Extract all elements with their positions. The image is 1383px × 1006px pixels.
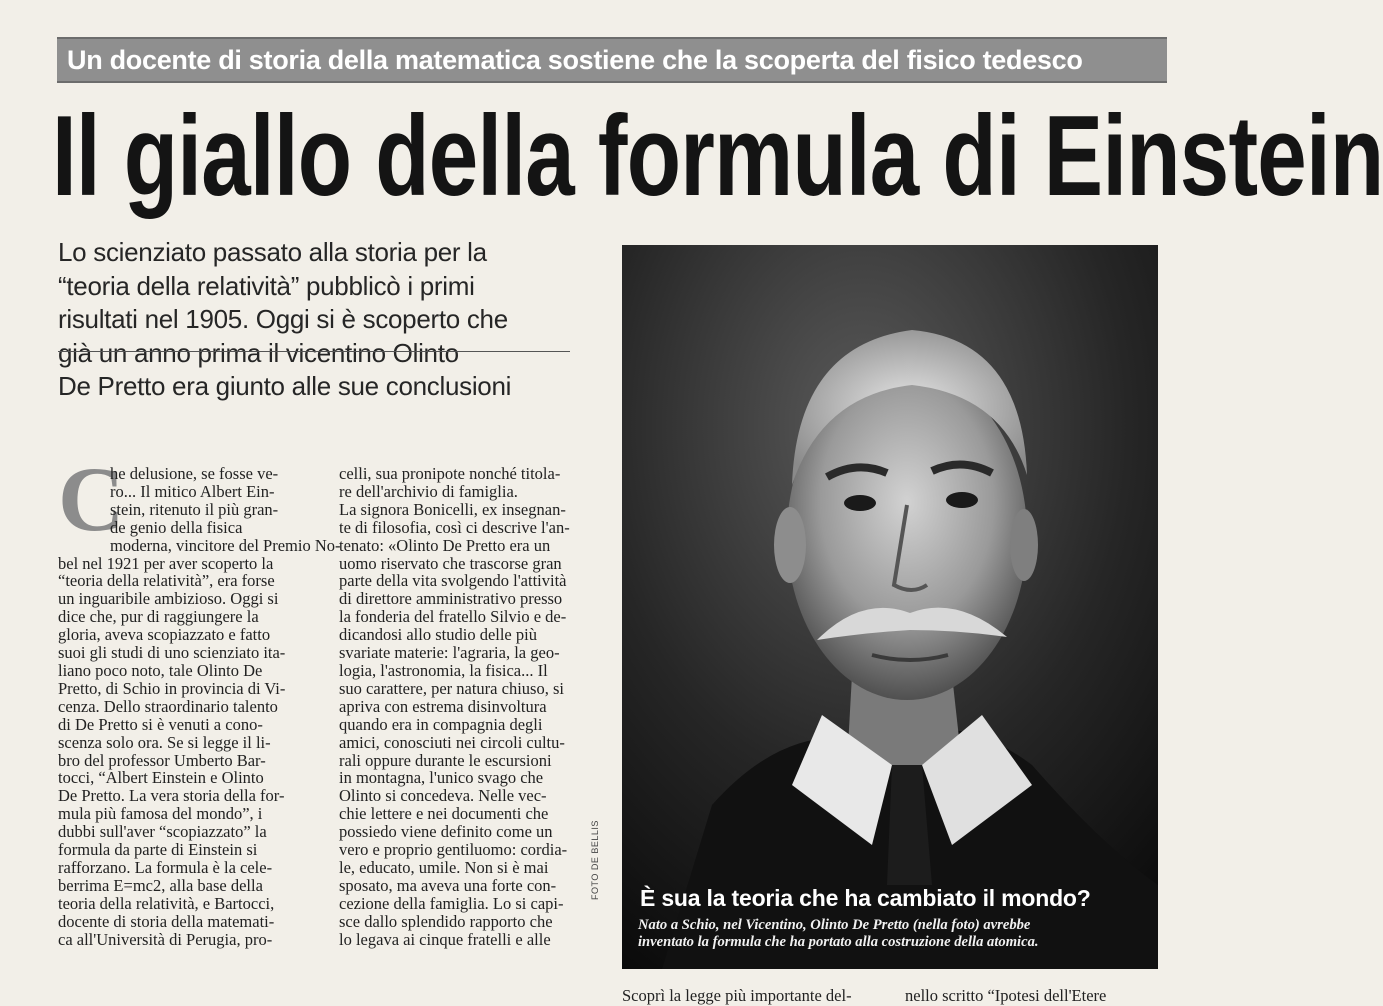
kicker-banner: Un docente di storia della matematica sostiene che la scoperta del fisico tedesco (57, 37, 1167, 83)
caption-line: inventato la formula che ha portato alla costruzione della atomica. (638, 934, 1039, 950)
body-text-line: gloria, aveva scopiazzato e fatto (58, 625, 271, 645)
body-text-line: amici, conosciuti nei circoli cultu- (339, 732, 565, 752)
body-text-line: bel nel 1921 per aver scoperto la (58, 553, 274, 573)
body-text-line: liano poco noto, tale Olinto De (58, 660, 263, 680)
body-text-line: di direttore amministrativo presso (339, 589, 563, 609)
body-text-line: dicandosi allo studio delle più (339, 625, 537, 645)
body-text-line: stein, ritenuto il più gran- (110, 499, 279, 519)
body-text-line: apriva con estrema disinvoltura (339, 696, 547, 716)
body-text-line: in montagna, l'unico svago che (339, 768, 544, 788)
body-text-line: cezione della famiglia. Lo si capi- (339, 893, 564, 913)
body-text-line: mula più famosa del mondo”, i (58, 804, 263, 824)
body-text-line: Pretto, di Schio in provincia di Vi- (58, 678, 286, 698)
body-text-line: sposato, ma aveva una forte con- (339, 875, 557, 895)
body-text-line: sce dallo splendido rapporto che (339, 911, 553, 931)
body-text-line: suo carattere, per natura chiuso, si (339, 678, 564, 698)
body-text-line: ro... Il mitico Albert Ein- (110, 481, 275, 501)
body-text-line: possiedo viene definito come un (339, 822, 553, 842)
body-text-line: bro del professor Umberto Bar- (58, 750, 266, 770)
body-text-line: cenza. Dello straordinario talento (58, 696, 278, 716)
portrait-illustration (622, 245, 1158, 969)
body-text-line: tenato: «Olinto De Pretto era un (339, 535, 551, 555)
body-text-line: ca all'Università di Perugia, pro- (58, 929, 273, 949)
body-text-line: moderna, vincitore del Premio No- (110, 535, 341, 555)
body-text-line: vero e proprio gentiluomo: cordia- (339, 840, 568, 860)
body-text-line: tocci, “Albert Einstein e Olinto (58, 768, 264, 788)
body-text-line: la fonderia del fratello Silvio e de- (339, 607, 567, 627)
body-text-line: dice che, pur di raggiungere la (58, 607, 259, 627)
deck-line: Lo scienziato passato alla storia per la (58, 237, 487, 267)
photo-caption (638, 917, 1148, 951)
deck (58, 236, 578, 404)
body-text-line: quando era in compagnia degli (339, 714, 543, 734)
body-text-line: celli, sua pronipote nonché titola- (339, 464, 561, 483)
body-text-line: formula da parte di Einstein si (58, 840, 258, 860)
body-text-line: svariate materie: l'agraria, la geo- (339, 643, 560, 663)
body-text-line: berrima E=mc2, alla base della (58, 875, 263, 895)
body-text-line: te di filosofia, così ci descrive l'an- (339, 517, 570, 537)
drop-cap: C (58, 448, 125, 550)
deck-line: De Pretto era giunto alle sue conclusioni (58, 371, 512, 401)
column-4-first-line: nello scritto “Ipotesi dell'Etere (905, 986, 1107, 1005)
caption-line: Nato a Schio, nel Vicentino, Olinto De Pretto (nella foto) avrebbe (638, 917, 1031, 933)
body-text-line: di De Pretto si è venuti a cono- (58, 714, 263, 734)
body-text-line: teoria della relatività, e Bartocci, (58, 893, 275, 913)
body-text-line: rafforzano. La formula è la cele- (58, 857, 273, 877)
body-text-line: chie lettere e nei documenti che (339, 804, 549, 824)
body-text-line: dubbi sull'aver “scopiazzato” la (58, 822, 267, 842)
body-text-line: uomo riservato che trascorse gran (339, 553, 562, 573)
body-text-line: re dell'archivio di famiglia. (339, 481, 518, 501)
body-text-line: scenza solo ora. Se si legge il li- (58, 732, 271, 752)
body-text-line: le, educato, umile. Non si è mai (339, 857, 549, 877)
photo-credit: FOTO DE BELLIS (590, 820, 600, 900)
deck-divider (58, 351, 570, 352)
body-text-line: La signora Bonicelli, ex insegnan- (339, 499, 566, 519)
deck-line: “teoria della relatività” pubblicò i primi (58, 270, 475, 301)
body-text-line: suoi gli studi di uno scienziato ita- (58, 643, 286, 663)
body-text-line: “teoria della relatività”, era forse (58, 571, 275, 591)
body-column-2 (339, 465, 601, 948)
body-text-line: rali oppure durante le escursioni (339, 750, 552, 770)
body-text-line: un inguaribile ambizioso. Oggi si (58, 589, 279, 609)
body-text-line: he delusione, se fosse ve- (110, 464, 279, 483)
column-3-first-line: Scoprì la legge più importante del- (622, 986, 852, 1005)
body-text-line: De Pretto. La vera storia della for- (58, 786, 285, 806)
body-column-1 (58, 448, 341, 949)
headline: Il giallo della formula di Einstein (52, 93, 1383, 220)
body-text-line: de genio della fisica (110, 517, 243, 537)
body-text-line: docente di storia della matemati- (58, 911, 275, 931)
portrait-photo (622, 245, 1158, 969)
body-text-line: lo legava ai cinque fratelli e alle (339, 929, 551, 949)
body-text-line: Olinto si concedeva. Nelle vec- (339, 786, 547, 806)
deck-line: risultati nel 1905. Oggi si è scoperto che (58, 304, 508, 334)
body-text-line: parte della vita svolgendo l'attività (339, 571, 567, 591)
deck-line: già un anno prima il vicentino Olinto (58, 337, 459, 368)
photo-title: È sua la teoria che ha cambiato il mondo? (640, 885, 1091, 911)
body-text-line: logia, l'astronomia, la fisica... Il (339, 660, 548, 680)
